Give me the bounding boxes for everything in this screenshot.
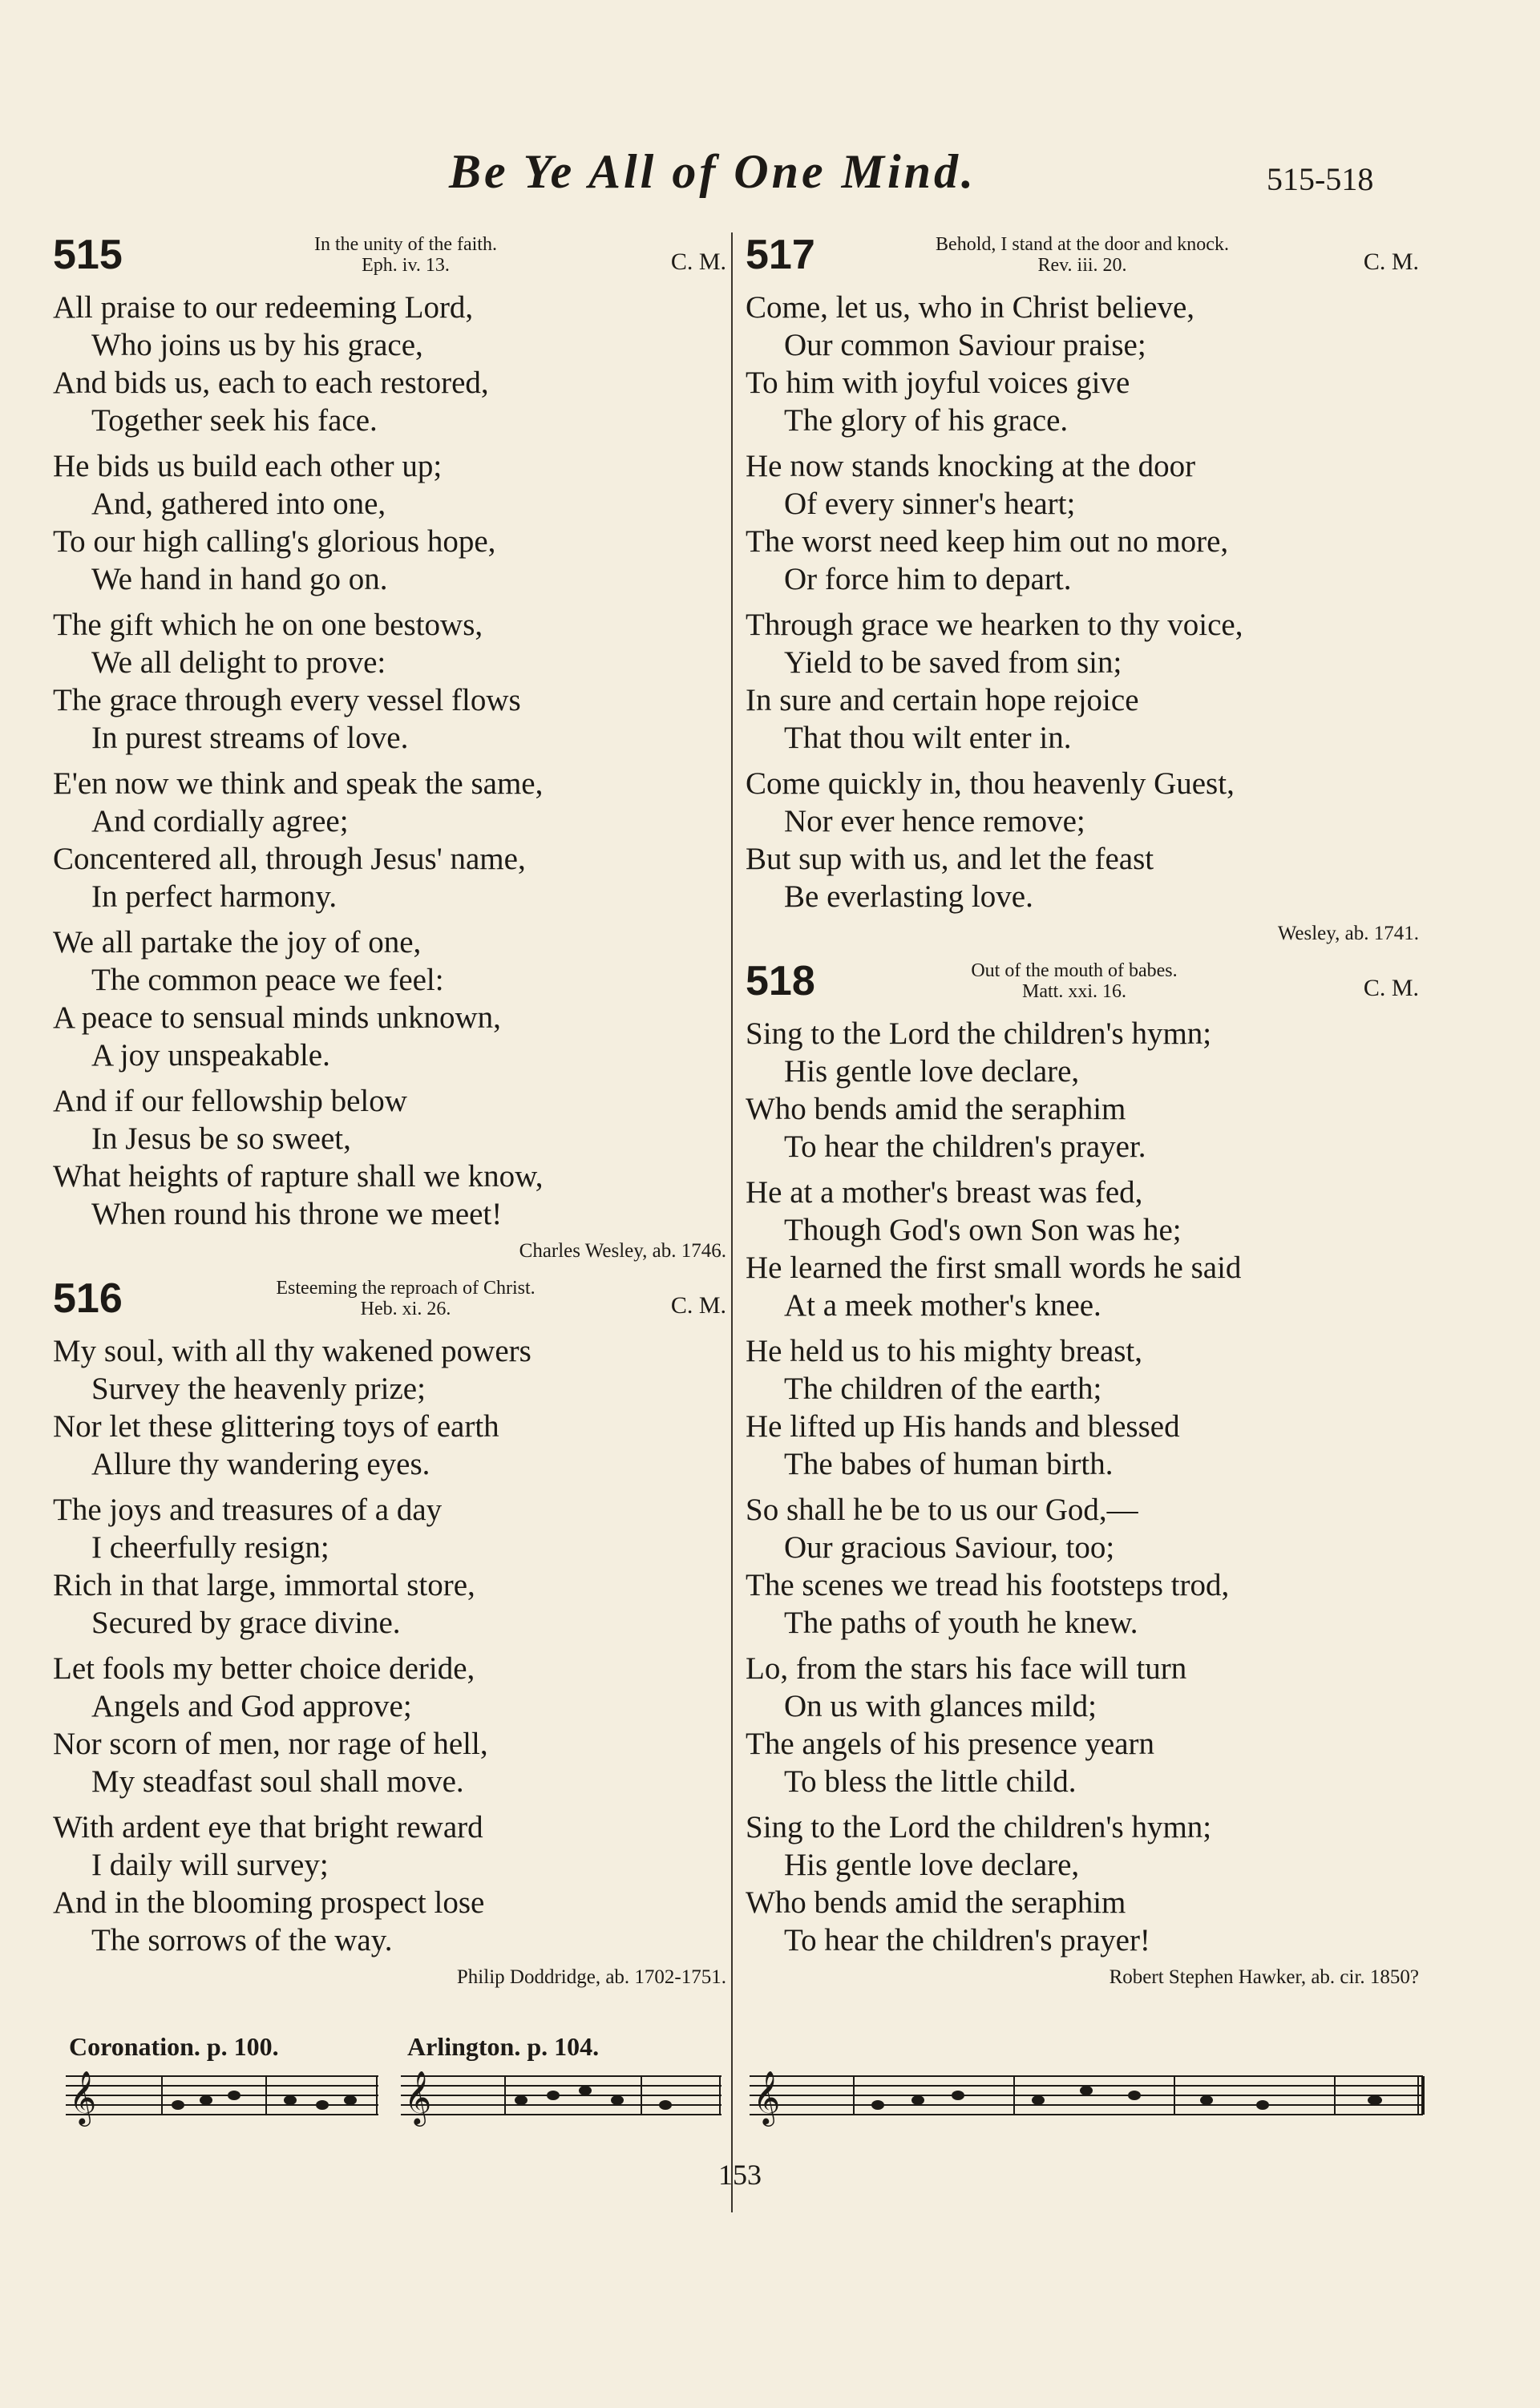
svg-text:𝄞: 𝄞 <box>69 2070 97 2124</box>
verse <box>746 447 1419 598</box>
verse-line: Rich in that large, immortal store, <box>53 1568 475 1602</box>
verse-line: Of every sinner's heart; <box>784 487 1076 521</box>
verse-line: The angels of his presence yearn <box>746 1727 1155 1761</box>
verse-line: He held us to his mighty breast, <box>746 1334 1143 1368</box>
verse <box>53 1650 726 1800</box>
meter: C. M. <box>1363 248 1419 275</box>
verse <box>746 1650 1419 1800</box>
verse-line: To bless the little child. <box>784 1764 1077 1799</box>
verse-line: Survey the heavenly prize; <box>91 1372 426 1406</box>
verse-line: And, gathered into one, <box>91 487 386 521</box>
scripture-reference: In the unity of the faith. Eph. iv. 13. <box>314 234 497 276</box>
music-staff-icon <box>750 2068 1431 2132</box>
verse-line: Nor ever hence remove; <box>784 804 1085 838</box>
verse-line: In sure and certain hope rejoice <box>746 683 1139 717</box>
verse <box>746 765 1419 915</box>
verse <box>53 1332 726 1483</box>
verse-line: Or force him to depart. <box>784 562 1072 596</box>
verse-line: Who joins us by his grace, <box>91 328 423 362</box>
page-header <box>0 120 1540 198</box>
verse <box>53 606 726 757</box>
verse <box>53 1082 726 1233</box>
verse-line: Who bends amid the seraphim <box>746 1092 1126 1126</box>
music-staff-icon <box>401 2068 730 2132</box>
svg-text:𝄞: 𝄞 <box>753 2070 781 2124</box>
verse-line: To hear the children's prayer. <box>784 1129 1146 1164</box>
verse <box>746 1808 1419 1959</box>
verse <box>746 1332 1419 1483</box>
verse-line: And in the blooming prospect lose <box>53 1885 485 1920</box>
verse-line: A peace to sensual minds unknown, <box>53 1000 501 1035</box>
verse-line: To him with joyful voices give <box>746 366 1130 400</box>
verse-line: His gentle love declare, <box>784 1848 1080 1882</box>
verse-line: To our high calling's glorious hope, <box>53 524 496 559</box>
column-divider <box>731 232 733 2212</box>
verse-line: Lo, from the stars his face will turn <box>746 1651 1187 1686</box>
verse-line: And cordially agree; <box>91 804 349 838</box>
author-credit: Charles Wesley, ab. 1746. <box>519 1240 726 1262</box>
verse-line: Come quickly in, thou heavenly Guest, <box>746 766 1235 801</box>
page-title: Be Ye All of One Mind. <box>449 145 977 198</box>
hymn-header <box>746 232 1419 289</box>
tune-arlington: Arlington. p. 104. <box>407 2032 600 2061</box>
verse-line: The sorrows of the way. <box>91 1923 393 1958</box>
verse-line: The babes of human birth. <box>784 1447 1114 1481</box>
scripture-reference: Out of the mouth of babes. Matt. xxi. 16. <box>971 960 1178 1002</box>
verse <box>746 1015 1419 1166</box>
hymn-header <box>53 232 726 289</box>
verse-line: Yield to be saved from sin; <box>784 645 1122 680</box>
hymn-number: 516 <box>53 1275 123 1322</box>
hymn-header <box>53 1276 726 1332</box>
verse-line: The children of the earth; <box>784 1372 1102 1406</box>
hymn-number: 518 <box>746 958 815 1004</box>
verse-line: With ardent eye that bright reward <box>53 1810 483 1844</box>
verse-line: Concentered all, through Jesus' name, <box>53 842 526 876</box>
hymn-518 <box>746 959 1419 1991</box>
meter: C. M. <box>1363 975 1419 1001</box>
verse-line: I daily will survey; <box>91 1848 329 1882</box>
hymn-range: 515-518 <box>1267 161 1374 197</box>
verse-line: He at a mother's breast was fed, <box>746 1175 1143 1210</box>
verse-line: The grace through every vessel flows <box>53 683 521 717</box>
hymn-515 <box>53 232 726 1265</box>
author-credit: Robert Stephen Hawker, ab. cir. 1850? <box>1109 1966 1419 1988</box>
verse-line: A joy unspeakable. <box>91 1038 330 1073</box>
hymn-number: 515 <box>53 232 123 278</box>
verse-line: And if our fellowship below <box>53 1084 407 1118</box>
verse <box>53 447 726 598</box>
verse-line: My soul, with all thy wakened powers <box>53 1334 532 1368</box>
verse-line: Let fools my better choice deride, <box>53 1651 475 1686</box>
verse-line: The joys and treasures of a day <box>53 1493 443 1527</box>
verse <box>746 1491 1419 1642</box>
scripture-reference: Esteeming the reproach of Christ. Heb. xi. 26. <box>276 1278 536 1319</box>
verse-line: The paths of youth he knew. <box>784 1606 1138 1640</box>
verse-line: What heights of rapture shall we know, <box>53 1159 544 1194</box>
verse-line: E'en now we think and speak the same, <box>53 766 544 801</box>
verse-line: Together seek his face. <box>91 403 378 438</box>
page-number: 153 <box>718 2159 762 2191</box>
tune-coronation: Coronation. p. 100. <box>69 2032 279 2061</box>
meter: C. M. <box>670 248 726 275</box>
scripture-reference: Behold, I stand at the door and knock. Rev. iii. 20. <box>936 234 1229 276</box>
verse-line: To hear the children's prayer! <box>784 1923 1150 1958</box>
verse-line: He learned the first small words he said <box>746 1250 1242 1285</box>
verse-line: That thou wilt enter in. <box>784 721 1072 755</box>
verse-line: On us with glances mild; <box>784 1689 1097 1723</box>
verse-line: Come, let us, who in Christ believe, <box>746 290 1195 325</box>
verse-line: Nor let these glittering toys of earth <box>53 1409 499 1444</box>
svg-text:𝄞: 𝄞 <box>404 2070 432 2124</box>
verse <box>53 1491 726 1642</box>
verse-line: Sing to the Lord the children's hymn; <box>746 1810 1212 1844</box>
verse-line: In Jesus be so sweet, <box>91 1121 351 1156</box>
verse-line: All praise to our redeeming Lord, <box>53 290 474 325</box>
verse <box>746 1174 1419 1324</box>
right-column <box>746 232 1419 2002</box>
verse-line: Be everlasting love. <box>784 879 1033 914</box>
verse-line: Through grace we hearken to thy voice, <box>746 608 1243 642</box>
verse <box>746 289 1419 439</box>
verse-line: We all partake the joy of one, <box>53 925 422 960</box>
author-credit: Philip Doddridge, ab. 1702-1751. <box>456 1966 726 1988</box>
verse-line: We all delight to prove: <box>91 645 386 680</box>
verse-line: So shall he be to us our God,— <box>746 1493 1138 1527</box>
verse-line: In perfect harmony. <box>91 879 338 914</box>
verse-line: Our common Saviour praise; <box>784 328 1146 362</box>
hymn-number: 517 <box>746 232 815 278</box>
verse-line: Allure thy wandering eyes. <box>91 1447 430 1481</box>
verse-line: Secured by grace divine. <box>91 1606 401 1640</box>
verse-line: Nor scorn of men, nor rage of hell, <box>53 1727 488 1761</box>
verse-line: Though God's own Son was he; <box>784 1213 1182 1247</box>
verse <box>53 289 726 439</box>
music-staff-icon <box>66 2068 386 2132</box>
verse-line: In purest streams of love. <box>91 721 409 755</box>
verse-line: Sing to the Lord the children's hymn; <box>746 1016 1212 1051</box>
verse-line: Who bends amid the seraphim <box>746 1885 1126 1920</box>
verse <box>746 606 1419 757</box>
verse-line: He now stands knocking at the door <box>746 449 1196 483</box>
verse-line: His gentle love declare, <box>784 1054 1080 1089</box>
verse-line: The glory of his grace. <box>784 403 1069 438</box>
verse-line: My steadfast soul shall move. <box>91 1764 464 1799</box>
verse-line: The worst need keep him out no more, <box>746 524 1229 559</box>
meter: C. M. <box>670 1292 726 1319</box>
left-column <box>53 232 726 2002</box>
verse-line: But sup with us, and let the feast <box>746 842 1154 876</box>
verse-line: We hand in hand go on. <box>91 562 388 596</box>
verse-line: Our gracious Saviour, too; <box>784 1530 1115 1565</box>
hymn-header <box>746 959 1419 1015</box>
hymn-517 <box>746 232 1419 947</box>
verse-line: And bids us, each to each restored, <box>53 366 489 400</box>
verse <box>53 1808 726 1959</box>
verse-line: The gift which he on one bestows, <box>53 608 483 642</box>
verse <box>53 923 726 1074</box>
hymn-516 <box>53 1276 726 1991</box>
verse-line: Angels and God approve; <box>91 1689 412 1723</box>
verse-line: He lifted up His hands and blessed <box>746 1409 1180 1444</box>
verse-line: He bids us build each other up; <box>53 449 443 483</box>
verse-line: When round his throne we meet! <box>91 1197 503 1231</box>
verse-line: The common peace we feel: <box>91 963 444 997</box>
verse <box>53 765 726 915</box>
verse-line: I cheerfully resign; <box>91 1530 329 1565</box>
verse-line: The scenes we tread his footsteps trod, <box>746 1568 1230 1602</box>
author-credit: Wesley, ab. 1741. <box>1277 923 1419 944</box>
verse-line: At a meek mother's knee. <box>784 1288 1101 1323</box>
